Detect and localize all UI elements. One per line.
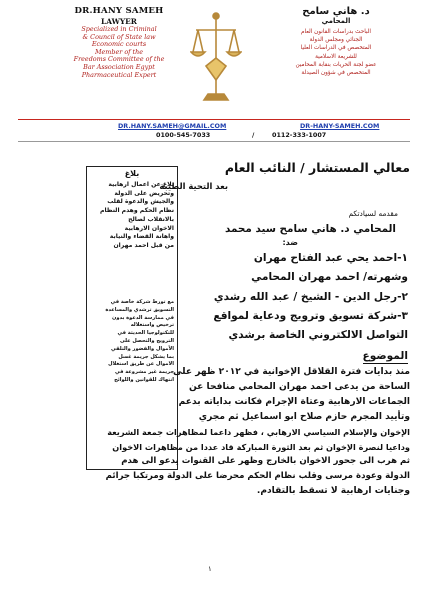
body-line: الإخوان والإسلام السياسي الارهابي ، فظهر داعما لمظاهرات جمعة الشريعة xyxy=(107,426,410,437)
addressee-heading: معالي المستشار / النائب العام xyxy=(224,160,410,175)
credential-line-arabic: المتخصص في الدراسات العليا xyxy=(300,45,372,52)
summary-line: واهانة القضاء والنيابة xyxy=(109,233,174,241)
credential-line: Specialized in Criminal xyxy=(81,25,157,33)
website-link[interactable]: DR-HANY-SAMEH.COM xyxy=(300,122,380,130)
body-line: الدولة وعودة مرسى وقلب نظام الحكم محرضا على الدولة ومرتكبا جرائم xyxy=(105,471,410,482)
credential-line-arabic: عضو لجنة الحريات بنقابة المحامين xyxy=(295,61,377,68)
body-line: الجماعات الارهابية وعتاة الإجرام فكانت بداياته بدعم xyxy=(178,396,410,407)
summary-line: بلاغ عن اعمال ارهابية xyxy=(108,181,174,188)
lawyer-title-english: LAWYER xyxy=(101,17,137,26)
summary-line: بالانقلاب لصالح xyxy=(128,215,174,223)
lawyer-name-arabic: د. هاني سامح xyxy=(302,6,370,17)
summary-line: بما يشكل جريمة غسل xyxy=(118,353,174,360)
email-link[interactable]: DR.HANY.SAMEH@GMAIL.COM xyxy=(118,122,227,130)
body-line: منذ بدايات فترة القلاقل الإخوانية في ٢٠١٢ ظهر على xyxy=(172,367,410,377)
credential-line: Pharmaceutical Expert xyxy=(81,70,157,79)
page-number: ١ xyxy=(208,565,212,573)
summary-block-main xyxy=(90,181,174,251)
scales-of-justice-icon xyxy=(190,8,242,112)
defendant-line: ٣-شركة تسويق وترويج ودعاية لمواقع xyxy=(213,310,408,322)
against-label: ضد: xyxy=(282,238,298,247)
body-line: وتأييد المجرم حازم صلاح ابو اسماعيل ثم مجري xyxy=(198,411,410,422)
complaint-body xyxy=(26,365,410,499)
credential-line: & Council of State law xyxy=(82,32,156,41)
summary-line: الترويج والتحصل على xyxy=(119,337,174,344)
summary-line: انتهاك للقوانين واللوائح xyxy=(114,376,174,383)
summary-line: الاخوان الارهابية xyxy=(124,224,174,232)
body-line: وجنايات ارهابية لا تسقط بالتقادم. xyxy=(256,486,410,497)
summary-line: في ممارسة الدعوة بدون xyxy=(112,314,174,321)
summary-line: والجيش والدعوة لقلب xyxy=(107,198,174,206)
defendant-line: وشهرته/ احمد مهران المحامي xyxy=(251,271,408,283)
summary-box-title: بلاغ xyxy=(124,169,140,178)
summary-line: الأموال والفضور والتلقي xyxy=(110,345,174,352)
letterhead-arabic xyxy=(272,6,400,77)
letterhead-divider xyxy=(18,119,410,120)
credential-line-arabic: المتخصص في شؤون الصيدلة xyxy=(301,70,371,77)
phone-separator: / xyxy=(252,131,255,139)
credential-line-arabic: للشريعة الاسلامية xyxy=(315,53,357,60)
summary-line: مع تورط شركة خاصة في xyxy=(110,299,174,305)
defendant-line: ١-احمد يحي عبد الفتاح مهران xyxy=(253,252,408,264)
subject-heading: الموضوع xyxy=(362,350,408,362)
summary-line: ترخيص واستغلاله xyxy=(130,322,174,329)
letterhead-bottom-rule xyxy=(18,141,410,142)
intro-line: مقدمه لسيادتكم xyxy=(348,209,398,218)
greeting: بعد التحية الطيبة xyxy=(159,181,228,191)
summary-line: التسويق ترشدي والمساعدة xyxy=(105,306,174,313)
body-line: ثم هرب الى جحور الاخوان بالخارج وظهر على القنوات يدعو الى هدم xyxy=(121,456,410,467)
summary-line: للتكنولوجيا الحديثة في xyxy=(117,330,174,337)
phone-number: 0100-545-7033 xyxy=(156,131,211,139)
defendant-line: التواصل الالكتروني الخاصة برشدي xyxy=(228,329,408,341)
summary-line: نظام الحكم وهدم النظام xyxy=(100,207,174,215)
phone-number: 0112-333-1007 xyxy=(272,131,327,139)
summary-line: وتحريض على الدولة xyxy=(114,189,174,197)
plaintiff-name: المحامي د. هاني سامح سيد محمد xyxy=(224,223,396,235)
credential-line: Freedoms Committee of the xyxy=(73,55,165,64)
letterhead-english xyxy=(60,6,178,79)
lawyer-name-english: DR.HANY SAMEH xyxy=(74,6,164,16)
summary-line: من قبل احمد مهران xyxy=(113,241,174,249)
credential-line: Economic courts xyxy=(91,40,147,49)
credential-line: Member of the xyxy=(94,47,144,56)
credential-line-arabic: الباحث بدراسات القانون العام xyxy=(301,29,371,35)
body-line: الساحة من يدعى احمد مهران المحامي منافحا عن xyxy=(188,381,410,392)
summary-line: الاموال عن طريق استغلال xyxy=(108,361,174,368)
summary-line: جريمة غير مشروعة في xyxy=(114,369,174,376)
credential-line: Bar Association Egypt xyxy=(83,62,155,71)
lawyer-title-arabic: المحامي xyxy=(321,17,351,25)
credential-line-arabic: الجنائي ومجلس الدولة xyxy=(309,37,363,44)
body-line: وداعيا لنصرة الإخوان ثم بعد الثورة المباركة قاد عددا من مظاهرات الاخوان xyxy=(112,441,410,452)
defendant-line: ٢-رجل الدين - الشيخ / عبد الله رشدي xyxy=(213,291,408,303)
